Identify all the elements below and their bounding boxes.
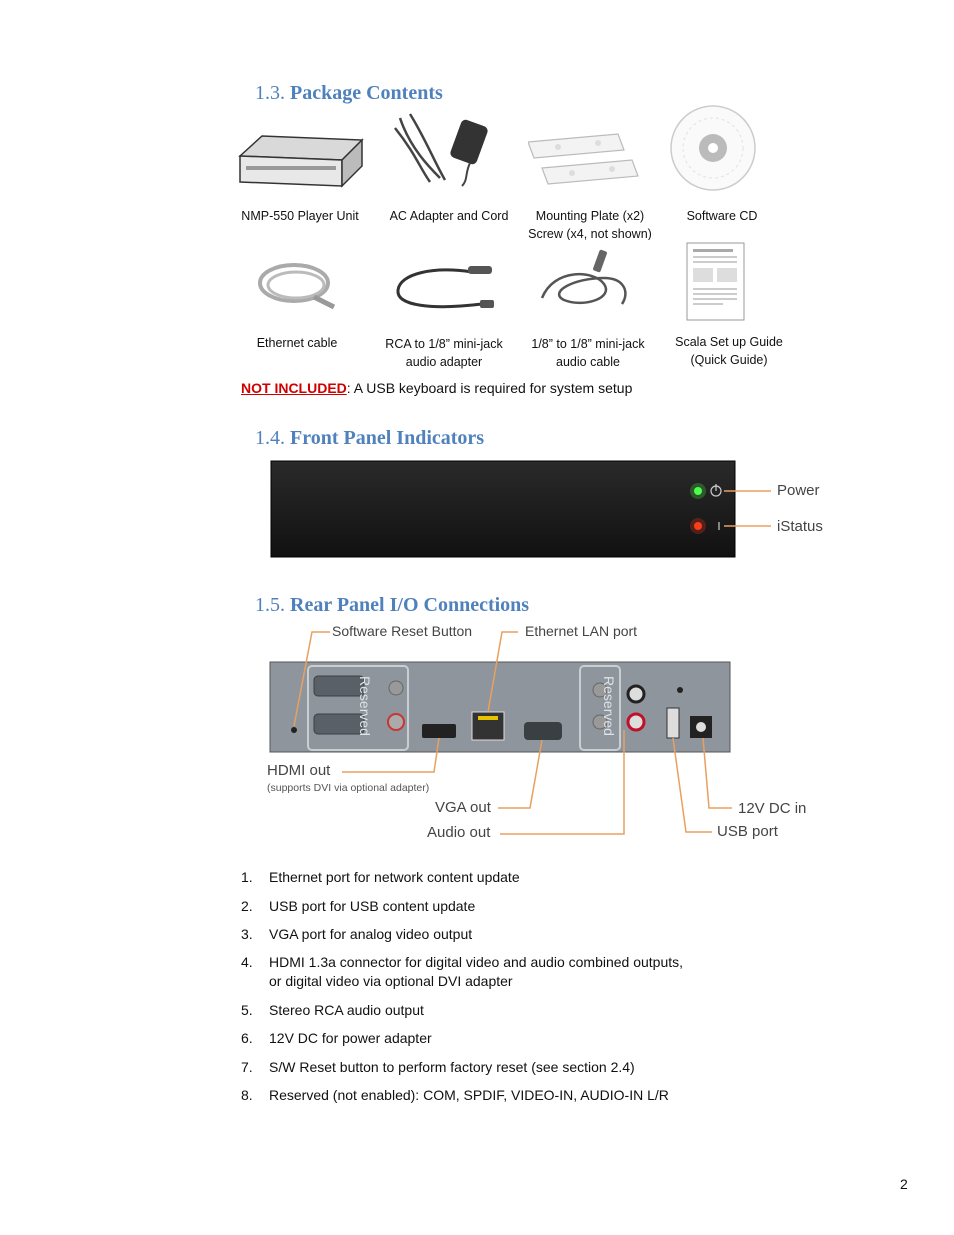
package-item-caption: Scala Set up Guide (Quick Guide) bbox=[675, 335, 783, 367]
power-indicator-label: Power bbox=[777, 482, 820, 499]
reserved-label-right: Reserved bbox=[601, 676, 617, 736]
hdmi-out-label: HDMI out bbox=[267, 762, 331, 779]
package-item-caption: Software CD bbox=[686, 209, 758, 223]
rca-adapter-image bbox=[392, 262, 498, 314]
quick-guide-image bbox=[686, 242, 746, 322]
reserved-label-left: Reserved bbox=[357, 676, 373, 736]
package-item-caption: AC Adapter and Cord bbox=[389, 209, 509, 223]
section-heading-front: 1.4. Front Panel Indicators bbox=[255, 427, 485, 449]
package-item-caption: RCA to 1/8” mini-jack audio adapter bbox=[385, 337, 503, 369]
package-item-caption: 1/8” to 1/8” mini-jack audio cable bbox=[531, 337, 645, 369]
player-unit-image bbox=[236, 128, 366, 190]
status-indicator-label: iStatus bbox=[777, 518, 823, 535]
hdmi-out-note: (supports DVI via optional adapter) bbox=[267, 782, 430, 794]
package-item-caption: NMP-550 Player Unit bbox=[241, 209, 359, 223]
vga-out-label: VGA out bbox=[435, 799, 491, 816]
ac-adapter-image bbox=[390, 108, 505, 188]
mini-jack-cable-image bbox=[534, 248, 640, 314]
audio-out-label: Audio out bbox=[427, 824, 491, 841]
page-number: 2 bbox=[900, 1176, 908, 1192]
package-item-caption: Ethernet cable bbox=[256, 336, 338, 350]
reset-button-label: Software Reset Button bbox=[332, 623, 473, 639]
usb-port-label: USB port bbox=[717, 823, 778, 840]
package-item-caption: Mounting Plate (x2) Screw (x4, not shown) bbox=[528, 209, 652, 240]
software-cd-image bbox=[668, 103, 758, 193]
ethernet-cable-image bbox=[254, 257, 340, 313]
mounting-plate-image bbox=[528, 128, 643, 190]
front-panel-image bbox=[268, 458, 828, 560]
section-heading-package: 1.3. Package Contents bbox=[255, 82, 443, 104]
section-heading-rear: 1.5. Rear Panel I/O Connections bbox=[255, 594, 530, 616]
not-included-note: NOT INCLUDED: A USB keyboard is required for system setup bbox=[241, 380, 633, 396]
lan-port-label: Ethernet LAN port bbox=[525, 623, 638, 639]
dc-in-label: 12V DC in bbox=[738, 800, 807, 817]
